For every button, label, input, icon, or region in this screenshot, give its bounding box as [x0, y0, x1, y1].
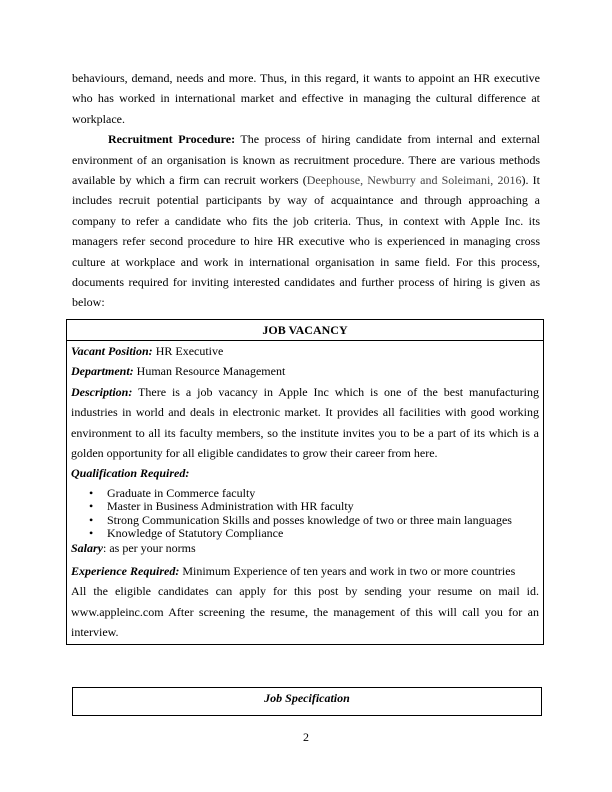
vacant-position-row — [71, 341, 539, 361]
vacant-position-value: HR Executive — [152, 344, 224, 358]
qualification-label: Qualification Required: — [71, 466, 190, 481]
qualification-list — [71, 487, 539, 541]
department-label: Department: — [71, 364, 134, 379]
list-item: • Master in Business Administration with HR faculty — [71, 500, 539, 514]
recruitment-text-a: The process of hiring candidate from internal and external environment of an organisation is known as recruitment procedure. There are various methods available by which a firm can recruit workers ( — [72, 132, 540, 188]
description-row — [71, 382, 539, 464]
description-value: There is a job vacancy in Apple Inc which is one of the best manufacturing industries in world and deals in electronic market. It provides all facilities with good working environment to all its faculty members, so the institute invites you to be a part of its which is a golden opportunity for all eligible candidates to grow their career from here. — [71, 384, 539, 461]
closing-paragraph: All the eligible candidates can apply for this post by sending your resume on mail id. www.appleinc.com After screening the resume, the management of this will call you for an interview. — [71, 584, 539, 640]
department-row — [71, 361, 539, 381]
salary-label: Salary — [71, 540, 104, 555]
intro-paragraph: behaviours, demand, needs and more. Thus, in this regard, it wants to appoint an HR executive who has worked in international market and effective in managing the cultural difference at workplace. — [72, 71, 540, 126]
citation: Deephouse, Newburry and Soleimani, 2016 — [306, 173, 522, 188]
list-item: • Graduate in Commerce faculty — [71, 487, 539, 501]
experience-value: Minimum Experience of ten years and work in two or more countries — [179, 563, 516, 578]
recruitment-heading: Recruitment Procedure: — [108, 132, 236, 147]
salary-value: : as per your norms — [103, 540, 196, 555]
description-label: Description: — [71, 384, 133, 399]
qualification-row — [71, 463, 539, 483]
recruitment-paragraph — [72, 129, 540, 313]
job-vacancy-title: JOB VACANCY — [67, 320, 543, 341]
recruitment-text-b: ). It includes recruit potential participants by way of acquaintance and through approaching a company to refer a candidate who fits the job criteria. Thus, in context with Apple Inc. its managers refer second procedure to hire HR executive who is experienced in managing cross culture at workplace and work in international organisation in same field. For this process, documents required for inviting interested candidates and further process of hiring is given as below: — [72, 173, 541, 310]
document-body — [72, 68, 540, 313]
job-vacancy-body — [67, 341, 543, 642]
vacant-position-label: Vacant Position: — [71, 344, 153, 358]
page-number: 2 — [303, 730, 309, 744]
job-vacancy-table — [66, 319, 544, 645]
job-specification-header: Job Specification — [72, 687, 542, 716]
list-item: • Strong Communication Skills and posses knowledge of two or three main languages — [71, 514, 539, 528]
list-item: • Knowledge of Statutory Compliance — [71, 527, 539, 541]
experience-label: Experience Required: — [71, 563, 180, 578]
department-value: Human Resource Management — [133, 364, 286, 379]
salary-row — [71, 541, 539, 555]
experience-row — [71, 561, 539, 581]
